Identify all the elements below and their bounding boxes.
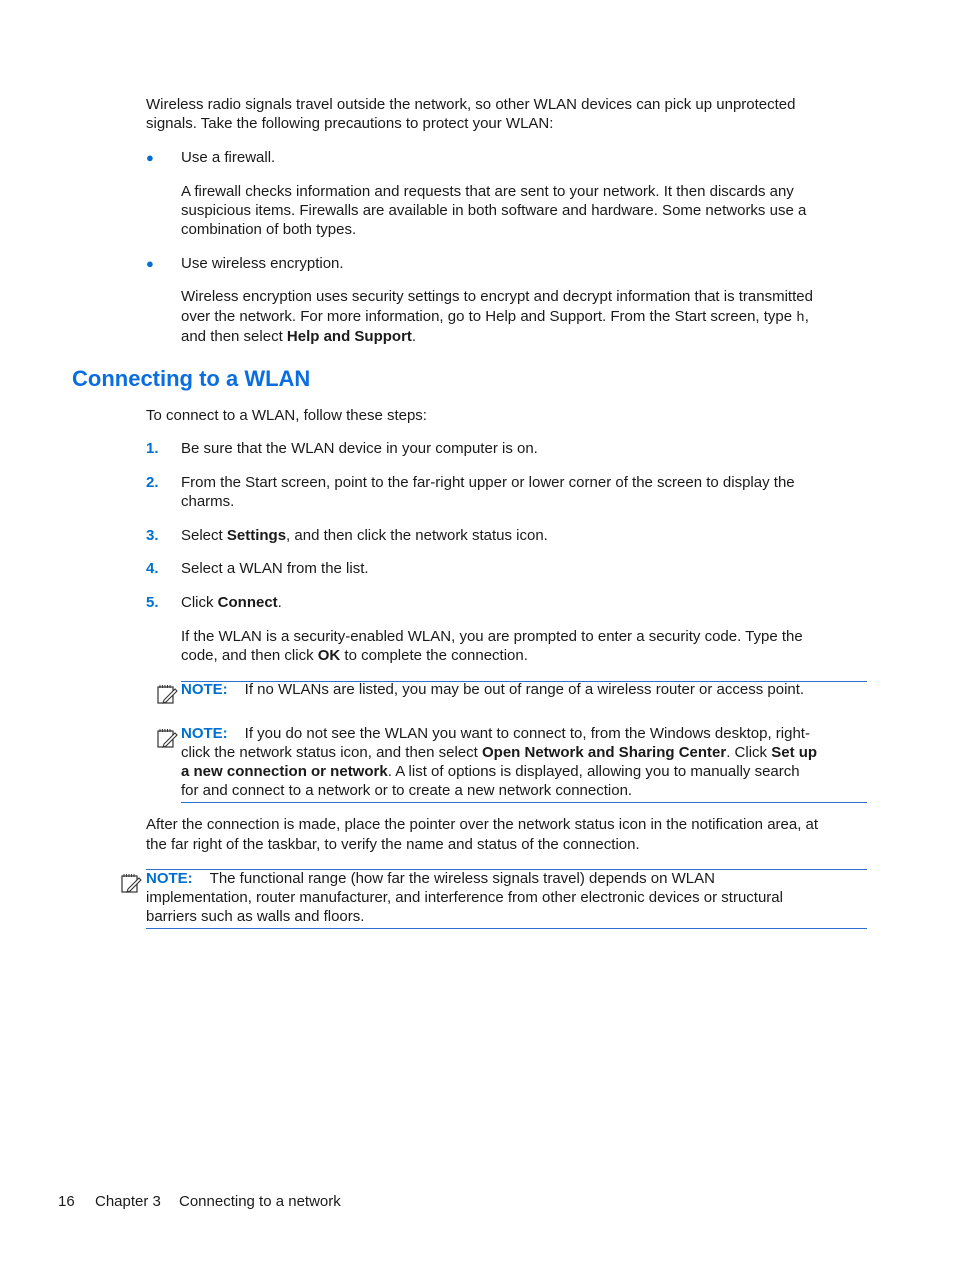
section-lead: To connect to a WLAN, follow these steps: bbox=[146, 407, 427, 424]
bullet-1-body-line-2: suspicious items. Firewalls are available in both software and hardware. Some networks use a bbox=[181, 202, 807, 219]
text-span: and then select bbox=[181, 328, 287, 345]
text-span: . bbox=[277, 594, 282, 611]
note-pencil-icon bbox=[156, 683, 178, 705]
note-3-line-2: implementation, router manufacturer, and interference from other electronic devices or structural bbox=[146, 889, 783, 906]
bold-text: Settings bbox=[226, 527, 287, 544]
text-span: . Click bbox=[726, 744, 772, 761]
note-bottom-rule bbox=[146, 928, 867, 929]
text-span: . A list of options is displayed, allowing you to manually search bbox=[387, 763, 800, 780]
note-bottom-rule bbox=[181, 802, 867, 803]
step-2-line-2: charms. bbox=[181, 493, 235, 510]
bold-text: Open Network and Sharing Center bbox=[482, 744, 727, 761]
note-2-line-1 bbox=[181, 724, 810, 744]
bullet-1-body-line-1: A firewall checks information and requests that are sent to your network. It then discards any bbox=[181, 183, 794, 200]
bold-text: Connect bbox=[217, 594, 278, 611]
note-2-line-2 bbox=[181, 743, 817, 763]
note-1 bbox=[181, 680, 804, 700]
text-span: to complete the connection. bbox=[340, 647, 528, 664]
text-span: Select bbox=[181, 527, 227, 544]
footer-chapter-title: Connecting to a network bbox=[179, 1193, 341, 1210]
note-2-line-4: for and connect to a network or to create a new network connection. bbox=[181, 782, 633, 799]
text-span: , and then click the network status icon. bbox=[286, 527, 548, 544]
intro-line-1: Wireless radio signals travel outside the network, so other WLAN devices can pick up unprotected bbox=[146, 96, 796, 113]
intro-line-2: signals. Take the following precautions to protect your WLAN: bbox=[146, 115, 554, 132]
after-line-2: the far right of the taskbar, to verify the name and status of the connection. bbox=[146, 836, 640, 853]
step-1-text: Be sure that the WLAN device in your computer is on. bbox=[181, 440, 538, 457]
step-5-text bbox=[181, 593, 282, 613]
bullet-2-body-line-3 bbox=[181, 327, 416, 347]
text-span: over the network. For more information, go to Help and Support. From the Start screen, type bbox=[181, 308, 797, 325]
step-2-line-1: From the Start screen, point to the far-right upper or lower corner of the screen to display the bbox=[181, 474, 795, 491]
note-3-line-1 bbox=[146, 869, 715, 889]
bullet-2-body-line-2 bbox=[181, 307, 809, 329]
step-number: 5. bbox=[146, 594, 159, 611]
text-span: code, and then click bbox=[181, 647, 318, 664]
note-label: NOTE: bbox=[181, 725, 228, 742]
note-label: NOTE: bbox=[181, 681, 228, 698]
footer-chapter: Chapter 3 bbox=[95, 1193, 161, 1210]
step-number: 1. bbox=[146, 440, 159, 457]
bold-text: a new connection or network bbox=[181, 763, 388, 780]
text-span: , bbox=[804, 308, 809, 325]
step-4-text: Select a WLAN from the list. bbox=[181, 560, 369, 577]
bullet-2-body-line-1: Wireless encryption uses security settings to encrypt and decrypt information that is transmitted bbox=[181, 288, 813, 305]
note-pencil-icon bbox=[120, 872, 142, 894]
step-number: 3. bbox=[146, 527, 159, 544]
note-text: The functional range (how far the wireless signals travel) depends on WLAN bbox=[209, 870, 715, 887]
step-number: 4. bbox=[146, 560, 159, 577]
note-text: If no WLANs are listed, you may be out of range of a wireless router or access point. bbox=[244, 681, 805, 698]
text-span: click the network status icon, and then select bbox=[181, 744, 482, 761]
text-span: . bbox=[411, 328, 417, 345]
step-number: 2. bbox=[146, 474, 159, 491]
step-3-text bbox=[181, 526, 548, 546]
step-5-detail-line-2 bbox=[181, 646, 528, 666]
bullet-dot-icon: ● bbox=[146, 256, 154, 271]
step-5-detail-line-1: If the WLAN is a security-enabled WLAN, you are prompted to enter a security code. Type the bbox=[181, 628, 803, 645]
bold-text: Set up bbox=[771, 744, 818, 761]
bold-text: OK bbox=[317, 647, 341, 664]
bullet-1-body-line-3: combination of both types. bbox=[181, 221, 357, 238]
bullet-2-title: Use wireless encryption. bbox=[181, 255, 344, 272]
after-line-1: After the connection is made, place the pointer over the network status icon in the notification area, at bbox=[146, 816, 819, 833]
page-number: 16 bbox=[58, 1193, 75, 1210]
bold-text: Help and Support bbox=[286, 328, 412, 345]
bullet-dot-icon: ● bbox=[146, 150, 154, 165]
note-pencil-icon bbox=[156, 727, 178, 749]
text-span: Click bbox=[181, 594, 218, 611]
note-text: If you do not see the WLAN you want to connect to, from the Windows desktop, right- bbox=[244, 725, 810, 742]
bullet-1-title: Use a firewall. bbox=[181, 149, 276, 166]
note-2-line-3 bbox=[181, 762, 800, 782]
note-3-line-3: barriers such as walls and floors. bbox=[146, 908, 365, 925]
code-text: h bbox=[796, 310, 805, 326]
section-heading: Connecting to a WLAN bbox=[72, 366, 311, 391]
note-label: NOTE: bbox=[146, 870, 193, 887]
